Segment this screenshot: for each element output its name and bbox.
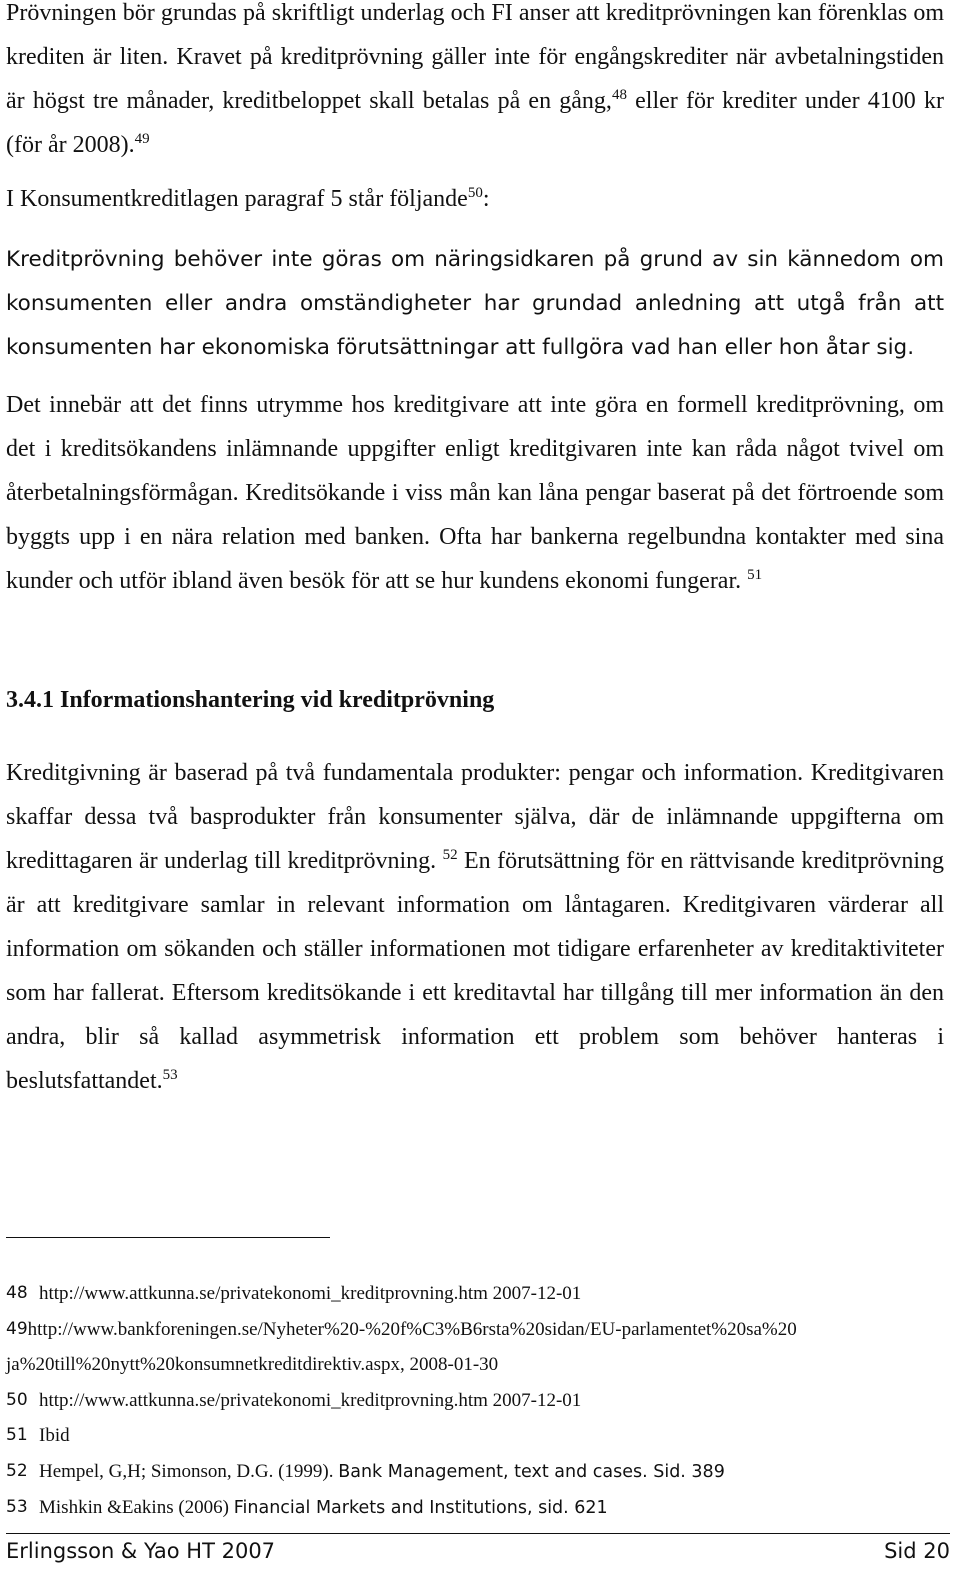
paragraph-text: Prövningen bör grundas på skriftligt underlag och FI anser att kreditprövningen kan förenklas om krediten är liten. Kravet på kreditprövning gäller inte för engångskrediter när avbetalningstiden är högst tre månader, kreditbeloppet skall betalas på en gång,	[6, 0, 944, 114]
footer-authors: Erlingsson & Yao HT 2007	[6, 1539, 276, 1563]
footnote-49	[6, 1312, 950, 1348]
paragraph-text: En förutsättning för en rättvisande kreditprövning är att kreditgivare samlar in relevant information om låntagaren. Kreditgivaren värderar all information om sökanden och ställer informationen mot tidigare erfarenheter av kreditaktiviteter som har fallerat. Eftersom kreditsökande i ett kreditavtal har tillgång till mer information än den andra, blir så kallad asymmetrisk information ett problem som behöver hanteras i beslutsfattandet.	[6, 848, 944, 1094]
paragraph-text: I Konsumentkreditlagen paragraf 5 står följande	[6, 186, 468, 212]
footnote-number: 51	[6, 1425, 28, 1445]
footnote-ref-49[interactable]: 49	[134, 131, 150, 147]
law-quote: Kreditprövning behöver inte göras om näringsidkaren på grund av sin kännedom om konsumenten eller andra omständigheter har grundad anledning att utgå från att konsumenten har ekonomiska förutsättningar att fullgöra vad han eller hon åtar sig.	[6, 247, 944, 360]
section-heading: 3.4.1 Informationshantering vid kreditprövning	[6, 687, 495, 713]
footnote-49-continuation[interactable]: ja%20till%20nytt%20konsumnetkreditdirektiv.aspx, 2008-01-30	[6, 1354, 499, 1375]
body-paragraph-credit-assessment	[6, 0, 944, 167]
footnote-ref-48[interactable]: 48	[611, 87, 627, 103]
paragraph-text: Det innebär att det finns utrymme hos kreditgivare att inte göra en formell kreditprövning, om det i kreditsökandens inlämnande uppgifter enligt kreditgivaren inte kan råda något tvivel om återbetalningsförmågan. Kreditsökande i viss mån kan låna pengar baserat på det förtroende som byggts upp i en nära relation med banken. Ofta har bankerna regelbundna kontakter med sina kunder och utför ibland även besök för att se hur kundens ekonomi fungerar.	[6, 392, 944, 594]
footnote-text	[39, 1454, 725, 1491]
footnote-number: 50	[6, 1389, 28, 1410]
footnote-number: 49	[6, 1318, 28, 1339]
footnote-title: Bank Management, text and cases. Sid. 389	[338, 1461, 725, 1482]
footnote-citation: Hempel, G,H; Simonson, D.G. (1999).	[39, 1460, 339, 1482]
footnote-ref-51[interactable]: 51	[747, 567, 763, 583]
footnote-text: Ibid	[39, 1425, 70, 1446]
footnote-number: 53	[6, 1497, 28, 1517]
footnote-divider	[6, 1237, 330, 1238]
footnote-citation: Mishkin &Eakins (2006)	[39, 1497, 234, 1518]
footnote-ref-52[interactable]: 52	[442, 847, 458, 863]
paragraph-text: :	[482, 186, 490, 212]
footnote-52	[6, 1454, 950, 1491]
footnote-51	[6, 1418, 950, 1454]
body-paragraph-information-handling	[6, 751, 944, 1103]
paragraph-text: Kreditgivning är baserad på två fundamentala produkter: pengar och information. Kreditgivaren skaffar dessa två basprodukter från konsumenter själva, där de inlämnande uppgifterna om kredittagaren är underlag till kreditprövning.	[6, 760, 944, 874]
footnote-ref-53[interactable]: 53	[162, 1067, 178, 1083]
footnote-50	[6, 1383, 950, 1419]
footnote-link[interactable]: http://www.attkunna.se/privatekonomi_kreditprovning.htm 2007-12-01	[39, 1283, 582, 1304]
footnote-48	[6, 1276, 950, 1312]
footnote-number: 52	[6, 1460, 28, 1481]
footnote-53	[6, 1490, 950, 1527]
footnote-ref-50[interactable]: 50	[467, 185, 483, 201]
footnote-title: Financial Markets and Institutions, sid. 621	[233, 1498, 608, 1518]
body-paragraph-formal-assessment	[6, 383, 944, 603]
footnote-text	[39, 1490, 608, 1527]
page-number: Sid 20	[884, 1539, 950, 1563]
paragraph-text: eller för krediter under 4100 kr (för år 2008).	[6, 88, 944, 158]
footnotes-list	[6, 1276, 950, 1527]
body-paragraph-intro	[6, 177, 944, 221]
footnote-link[interactable]: http://www.bankforeningen.se/Nyheter%20-%20f%C3%B6rsta%20sidan/EU-parlamentet%20sa%20	[27, 1318, 797, 1340]
footnote-link[interactable]: http://www.attkunna.se/privatekonomi_kreditprovning.htm 2007-12-01	[39, 1389, 582, 1411]
page-footer	[6, 1533, 950, 1566]
footnote-number: 48	[6, 1283, 28, 1303]
